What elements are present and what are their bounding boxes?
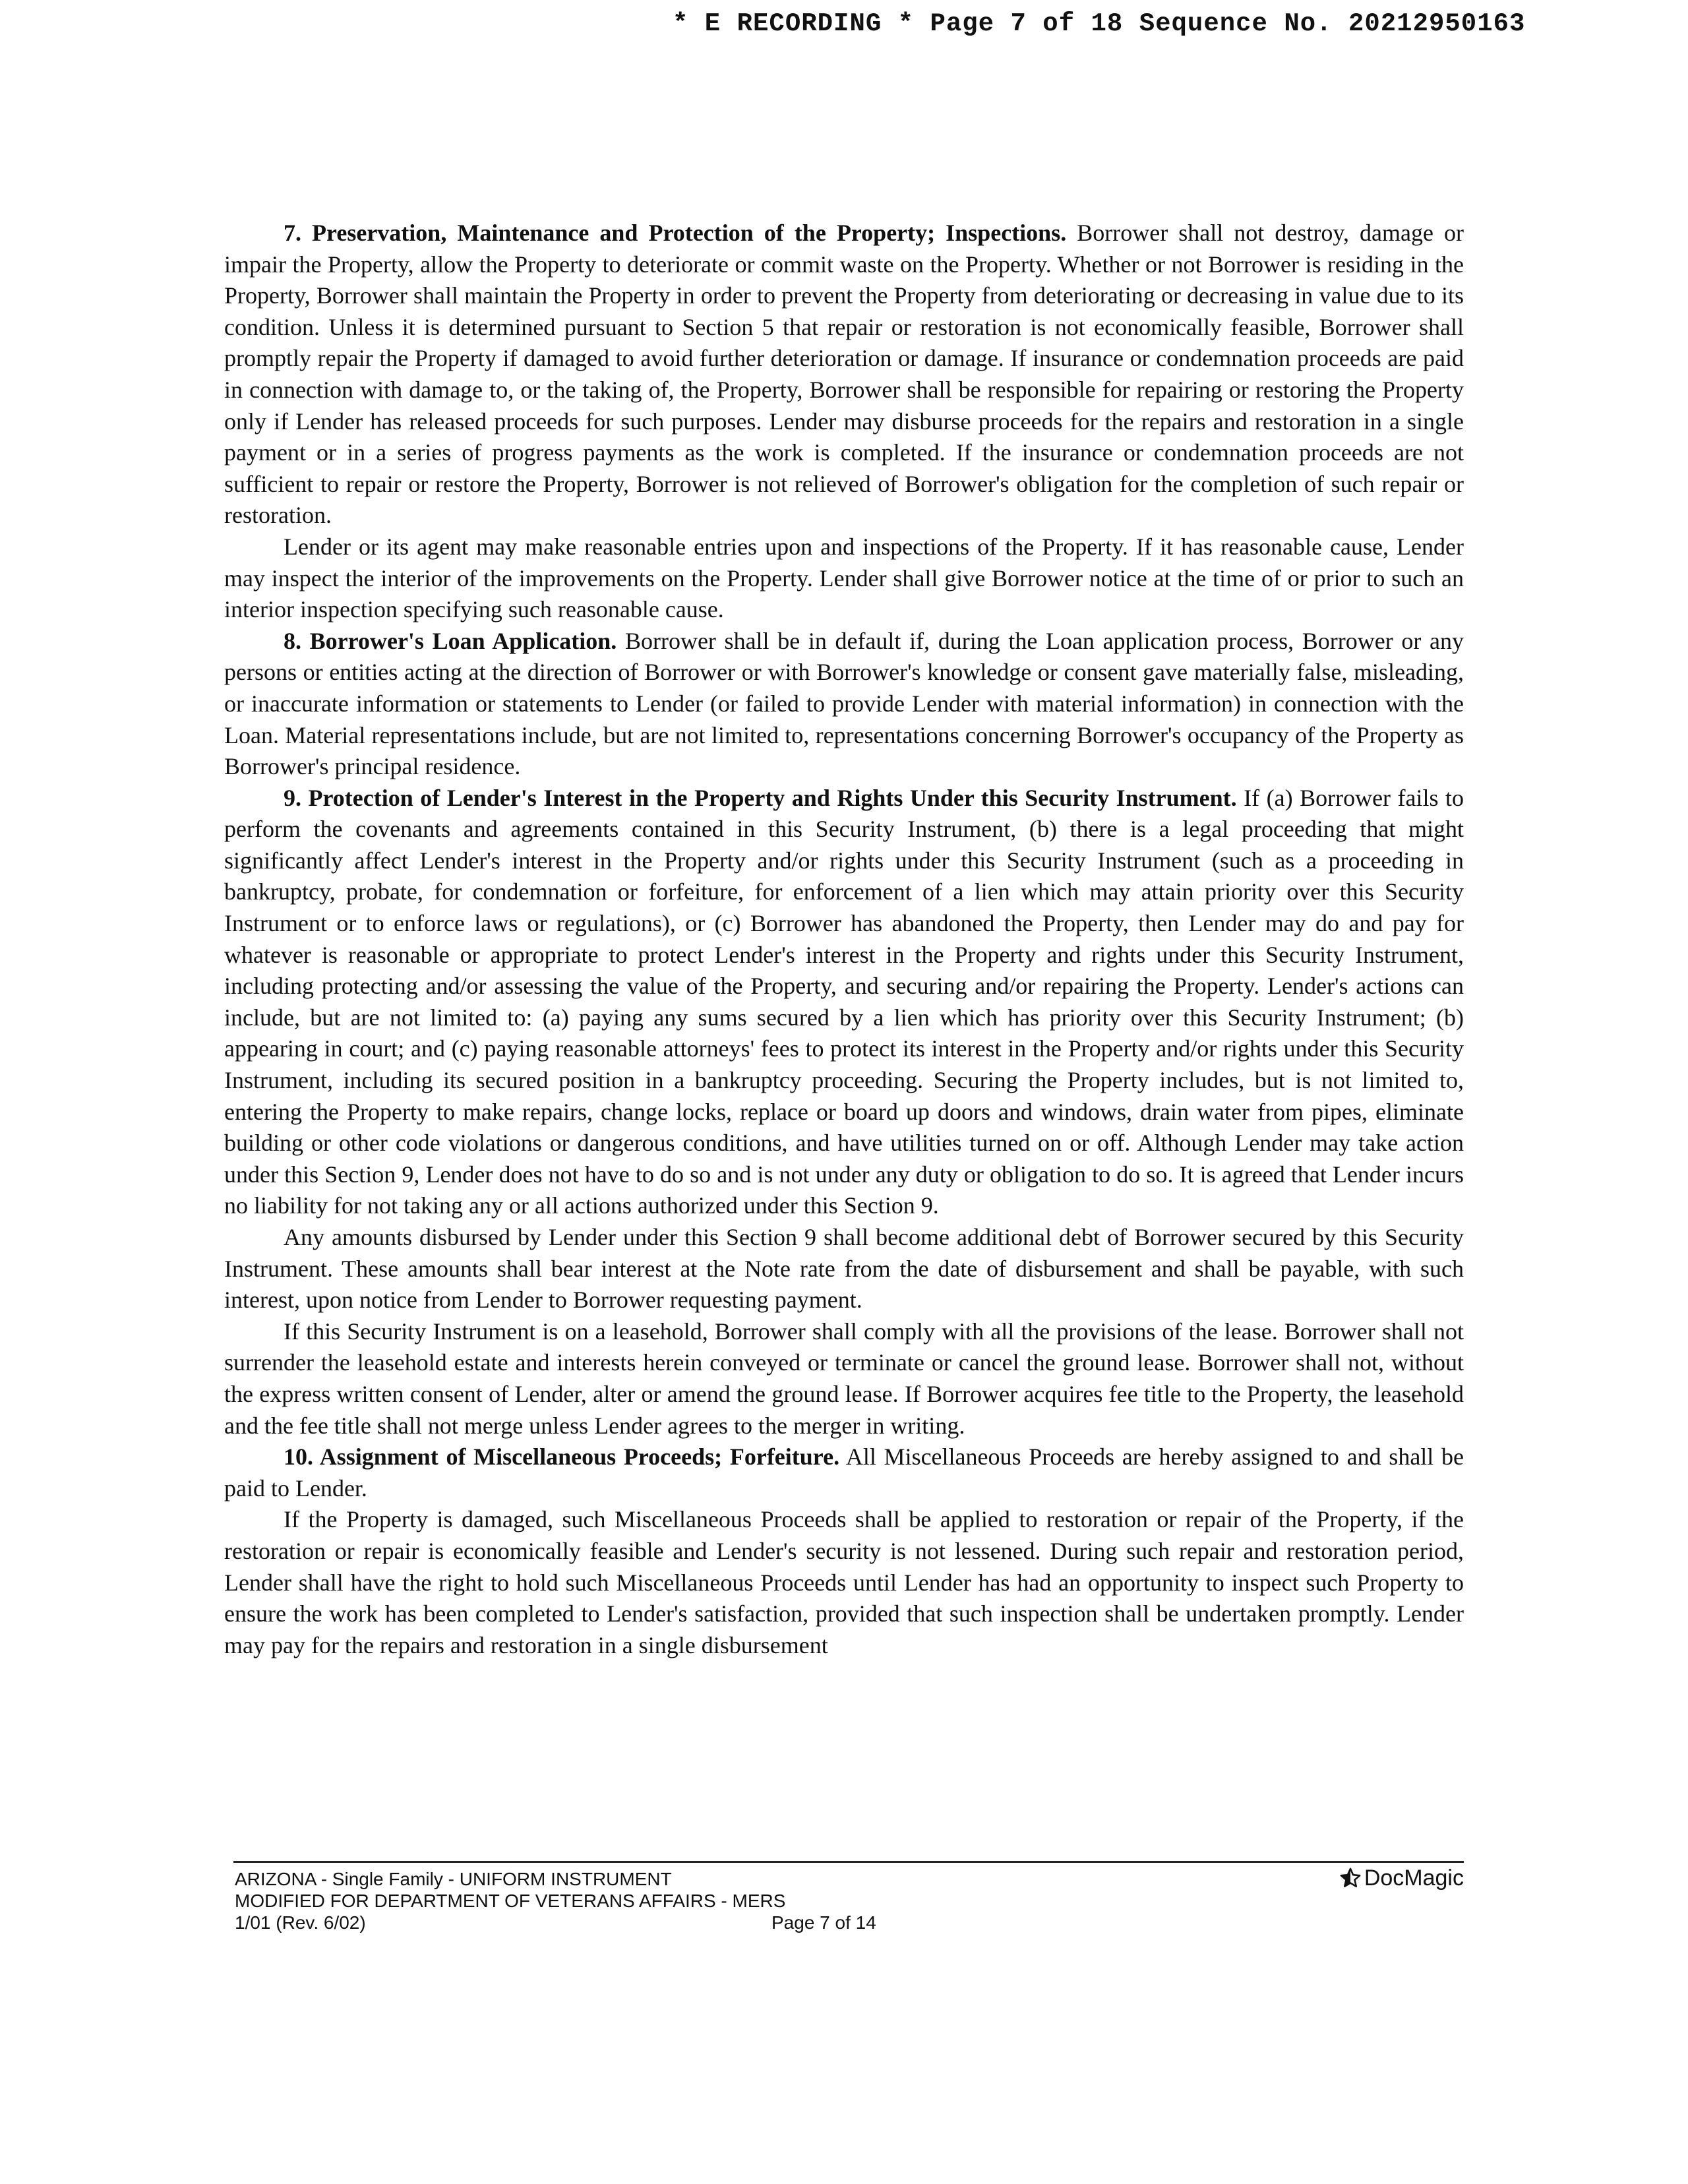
paragraph-text: If the Property is damaged, such Miscellaneous Proceeds shall be applied to restoration or repair of the Property, if the restoration or repair is economically feasible and Lender's security is not lessened. During such repair and restoration period, Lender shall have the right to hold such Miscellaneous Proceeds until Lender has had an opportunity to inspect such Property to ensure the work has been completed to Lender's satisfaction, provided that such inspection shall be undertaken promptly. Lender may pay for the repairs and restoration in a single disbursement — [224, 1506, 1464, 1658]
paragraph-text: Borrower shall not destroy, damage or impair the Property, allow the Property to deteriorate or commit waste on the Property. Whether or not Borrower is residing in the Property, Borrower shall maintain the Property in order to prevent the Property from deteriorating or decreasing in value due to its condition. Unless it is determined pursuant to Section 5 that repair or restoration is not economically feasible, Borrower shall promptly repair the Property if damaged to avoid further deterioration or damage. If insurance or condemnation proceeds are paid in connection with damage to, or the taking of, the Property, Borrower shall be responsible for repairing or restoring the Property only if Lender has released proceeds for such purposes. Lender may disburse proceeds for the repairs and restoration in a single payment or in a series of progress payments as the work is completed. If the insurance or condemnation proceeds are not sufficient to repair or restore the Property, Borrower is not relieved of Borrower's obligation for the completion of such repair or restoration. — [224, 220, 1464, 529]
footer-page-number: Page 7 of 14 — [771, 1912, 876, 1933]
section-9-paragraph — [224, 783, 1464, 1222]
footer-form-subtitle: MODIFIED FOR DEPARTMENT OF VETERANS AFFAIRS - MERS — [235, 1891, 786, 1911]
section-heading: 8. Borrower's Loan Application. — [284, 627, 617, 654]
brand-name: DocMagic — [1364, 1865, 1464, 1891]
star-icon — [1339, 1867, 1362, 1889]
section-heading: 9. Protection of Lender's Interest in the Property and Rights Under this Security Instrument. — [284, 784, 1237, 811]
section-9-leasehold-paragraph — [224, 1316, 1464, 1441]
footer-form-title: ARIZONA - Single Family - UNIFORM INSTRUMENT — [235, 1869, 672, 1889]
section-10-paragraph — [224, 1441, 1464, 1504]
paragraph-text: Borrower shall be in default if, during the Loan application process, Borrower or any persons or entities acting at the direction of Borrower or with Borrower's knowledge or consent gave materially false, misleading, or inaccurate information or statements to Lender (or failed to provide Lender with material information) in connection with the Loan. Material representations include, but are not limited to, representations concerning Borrower's occupancy of the Property as Borrower's principal residence. — [224, 627, 1464, 780]
paragraph-text: If (a) Borrower fails to perform the covenants and agreements contained in this Security Instrument, (b) there is a legal proceeding that might significantly affect Lender's interest in the Property and/or rights under this Security Instrument (such as a proceeding in bankruptcy, probate, for condemnation or forfeiture, for enforcement of a lien which may attain priority over this Security Instrument or to enforce laws or regulations), or (c) Borrower has abandoned the Property, then Lender may do and pay for whatever is reasonable or appropriate to protect Lender's interest in the Property and rights under this Security Instrument, including protecting and/or assessing the value of the Property, and securing and/or repairing the Property. Lender's actions can include, but are not limited to: (a) paying any sums secured by a lien which has priority over this Security Instrument; (b) appearing in court; and (c) paying reasonable attorneys' fees to protect its interest in the Property and/or rights under this Security Instrument, including its secured position in a bankruptcy proceeding. Securing the Property includes, but is not limited to, entering the Property to make repairs, change locks, replace or board up doors and windows, drain water from pipes, eliminate building or other code violations or dangerous conditions, and have utilities turned on or off. Although Lender may take action under this Section 9, Lender does not have to do so and is not under any duty or obligation to do so. It is agreed that Lender incurs no liability for not taking any or all actions authorized under this Section 9. — [224, 784, 1464, 1219]
footer-brand — [1339, 1867, 1464, 1889]
section-8-paragraph — [224, 626, 1464, 783]
section-10-damage-paragraph — [224, 1504, 1464, 1661]
section-heading: 10. Assignment of Miscellaneous Proceeds; Forfeiture. — [284, 1443, 840, 1471]
section-heading: 7. Preservation, Maintenance and Protection of the Property; Inspections. — [284, 220, 1067, 246]
recording-header: * E RECORDING * Page 7 of 18 Sequence No. 20212950163 — [673, 9, 1526, 38]
paragraph-text: All Miscellaneous Proceeds are hereby assigned to and shall be paid to Lender. — [224, 1443, 1464, 1502]
paragraph-text: Lender or its agent may make reasonable entries upon and inspections of the Property. If it has reasonable cause, Lender may inspect the interior of the improvements on the Property. Lender shall give Borrower notice at the time of or prior to such an interior inspection specifying such reasonable cause. — [224, 533, 1464, 623]
section-7-inspection-paragraph — [224, 531, 1464, 626]
footer-form-info — [235, 1868, 785, 1933]
page-footer — [233, 1861, 1464, 1933]
footer-form-revision: 1/01 (Rev. 6/02) — [235, 1912, 366, 1933]
section-9-amounts-paragraph — [224, 1222, 1464, 1316]
document-body — [224, 218, 1464, 1661]
paragraph-text: Any amounts disbursed by Lender under this Section 9 shall become additional debt of Borrower secured by this Security Instrument. These amounts shall bear interest at the Note rate from the date of disbursement and shall be payable, with such interest, upon notice from Lender to Borrower requesting payment. — [224, 1224, 1464, 1314]
section-7-paragraph — [224, 218, 1464, 531]
paragraph-text: If this Security Instrument is on a leasehold, Borrower shall comply with all the provisions of the lease. Borrower shall not surrender the leasehold estate and interests herein conveyed or terminate or cancel the ground lease. Borrower shall not, without the express written consent of Lender, alter or amend the ground lease. If Borrower acquires fee title to the Property, the leasehold and the fee title shall not merge unless Lender agrees to the merger in writing. — [224, 1318, 1464, 1439]
